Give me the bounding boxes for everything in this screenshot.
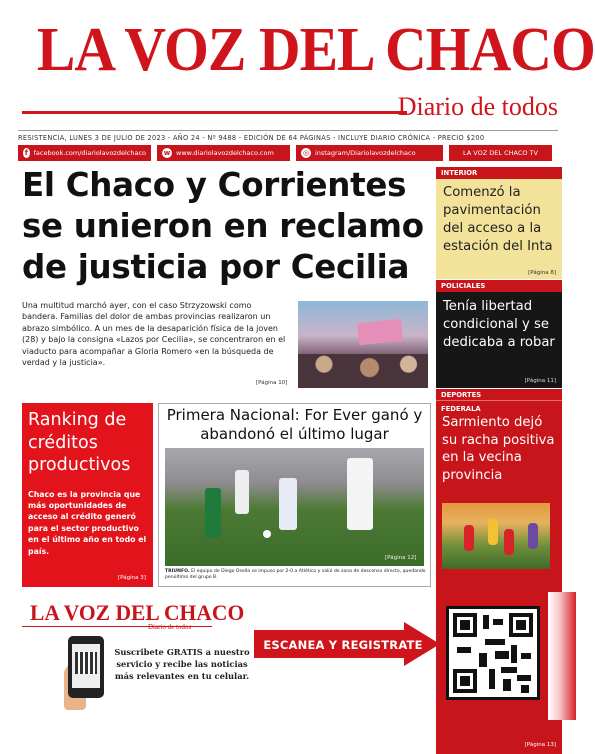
- dateline: RESISTENCIA, LUNES 3 DE JULIO DE 2023 - AÑO 24 - Nº 9488 - EDICIÓN DE 64 PÁGINAS - INCLUYE DIARIO CRÓNICA - PRECIO $200: [18, 130, 558, 142]
- qr-module: [483, 615, 489, 629]
- sports-page-ref: [Página 12]: [385, 555, 417, 561]
- main-page-ref: [Página 10]: [256, 380, 288, 386]
- player-shape: [488, 519, 498, 545]
- instagram-link[interactable]: [296, 145, 443, 161]
- interior-text: Comenzó la pavimentación del acceso a la estación del Inta: [443, 185, 553, 254]
- tv-label: LA VOZ DEL CHACO TV: [463, 149, 538, 157]
- interior-page-ref: [Página 8]: [528, 270, 556, 276]
- masthead-rule: [22, 111, 407, 114]
- qr-code-icon: [75, 652, 97, 674]
- website-link[interactable]: [157, 145, 290, 161]
- website-label: www.diariolavozdelchaco.com: [176, 149, 274, 157]
- footer-logo: LA VOZ DEL CHACO: [30, 600, 245, 625]
- ranking-title: Ranking de créditos productivos: [28, 410, 131, 475]
- player-shape: [528, 523, 538, 549]
- sports-story[interactable]: [158, 403, 431, 587]
- qr-finder-center: [460, 676, 470, 686]
- instagram-label: instagram/Diariolavozdelchaco: [315, 149, 416, 157]
- qr-module: [489, 669, 495, 689]
- subscribe-text: Suscribete GRATIS a nuestro servicio y recibe las noticias más relevantes en tu celular.: [114, 647, 250, 681]
- facebook-link[interactable]: [18, 145, 151, 161]
- footer-logo-subtitle: Diario de todos: [148, 623, 192, 631]
- globe-icon: w: [163, 149, 171, 157]
- subscribe-ad[interactable]: [0, 592, 576, 720]
- match-photo[interactable]: [165, 448, 424, 566]
- player-shape: [205, 488, 221, 538]
- policiales-tag: POLICIALES: [436, 280, 562, 292]
- red-corner-decoration: [548, 592, 576, 720]
- caption-text: El equipo de Diego Osella se impuso por 2-0 a Atlético y salió de zona de descenso directo, quedando penúltimo del grupo B.: [165, 569, 426, 580]
- crowd-shape: [298, 354, 428, 388]
- qr-module: [495, 651, 509, 659]
- player-shape: [347, 458, 373, 530]
- qr-module: [517, 675, 531, 681]
- deportes-subtag: FEDERALA: [441, 405, 481, 413]
- qr-code-icon[interactable]: [446, 606, 540, 700]
- scan-register-button[interactable]: ESCANEA Y REGISTRATE: [263, 638, 423, 652]
- instagram-icon: ◎: [302, 149, 310, 157]
- ranking-page-ref: [Página 3]: [118, 575, 146, 581]
- policiales-page-ref: [Página 11]: [524, 378, 556, 384]
- qr-finder-center: [516, 620, 526, 630]
- qr-module: [485, 639, 505, 645]
- ranking-box[interactable]: [22, 403, 153, 587]
- policiales-box[interactable]: [436, 280, 562, 388]
- facebook-icon: f: [24, 149, 28, 157]
- sports-headline: Primera Nacional: For Ever ganó y abandonó el último lugar: [166, 406, 423, 443]
- masthead: [18, 14, 595, 126]
- interior-tag: INTERIOR: [436, 167, 562, 179]
- player-shape: [504, 529, 514, 555]
- caption-lead: TRIUNFO.: [165, 569, 190, 574]
- march-photo[interactable]: [298, 301, 428, 388]
- qr-module: [493, 619, 503, 625]
- qr-module: [457, 647, 471, 653]
- deportes-page-ref: [Página 13]: [524, 742, 556, 748]
- main-headline[interactable]: El Chaco y Corrientes se unieron en reclamo de justicia por Cecilia: [22, 166, 424, 286]
- ball-shape: [263, 530, 271, 538]
- newspaper-subtitle: Diario de todos: [397, 92, 558, 121]
- policiales-text: Tenía libertad condicional y se dedicaba a robar: [443, 299, 555, 350]
- player-shape: [235, 470, 249, 514]
- main-lede: Una multitud marchó ayer, con el caso Strzyzowski como bandera. Familias del dolor de ambas provincias realizaron un abrazo simbólico. A un mes de la desaparición física de la joven (28) y bajo la consigna «Lazos por Cecilia», se concentraron en el viaducto para acompañar a Gloria Romero «en la búsqueda de verdad y la justicia».: [22, 301, 286, 368]
- sarmiento-photo[interactable]: [442, 503, 550, 569]
- banner-shape: [357, 319, 403, 345]
- player-shape: [464, 525, 474, 551]
- qr-module: [511, 645, 517, 663]
- facebook-label: facebook.com/diariolavozdelchaco: [33, 149, 146, 157]
- qr-module: [521, 653, 531, 659]
- tv-link[interactable]: [449, 145, 552, 161]
- ranking-text: Chaco es la provincia que más oportunidades de acceso al crédito generó para el sector productivo en el último año en todo el país.: [28, 489, 147, 556]
- phone-icon: [68, 636, 104, 698]
- newspaper-title: LA VOZ DEL CHACO: [36, 16, 595, 84]
- deportes-text: Sarmiento dejó su racha positiva en la vecina provincia: [442, 415, 555, 483]
- player-shape: [279, 478, 297, 530]
- interior-box[interactable]: [436, 167, 562, 279]
- qr-finder-center: [460, 620, 470, 630]
- qr-module: [501, 667, 517, 673]
- qr-module: [521, 685, 529, 693]
- social-bar: [18, 145, 558, 161]
- qr-module: [503, 679, 511, 691]
- sports-caption: [165, 569, 427, 581]
- deportes-tag: DEPORTES: [436, 389, 562, 401]
- qr-module: [479, 653, 487, 667]
